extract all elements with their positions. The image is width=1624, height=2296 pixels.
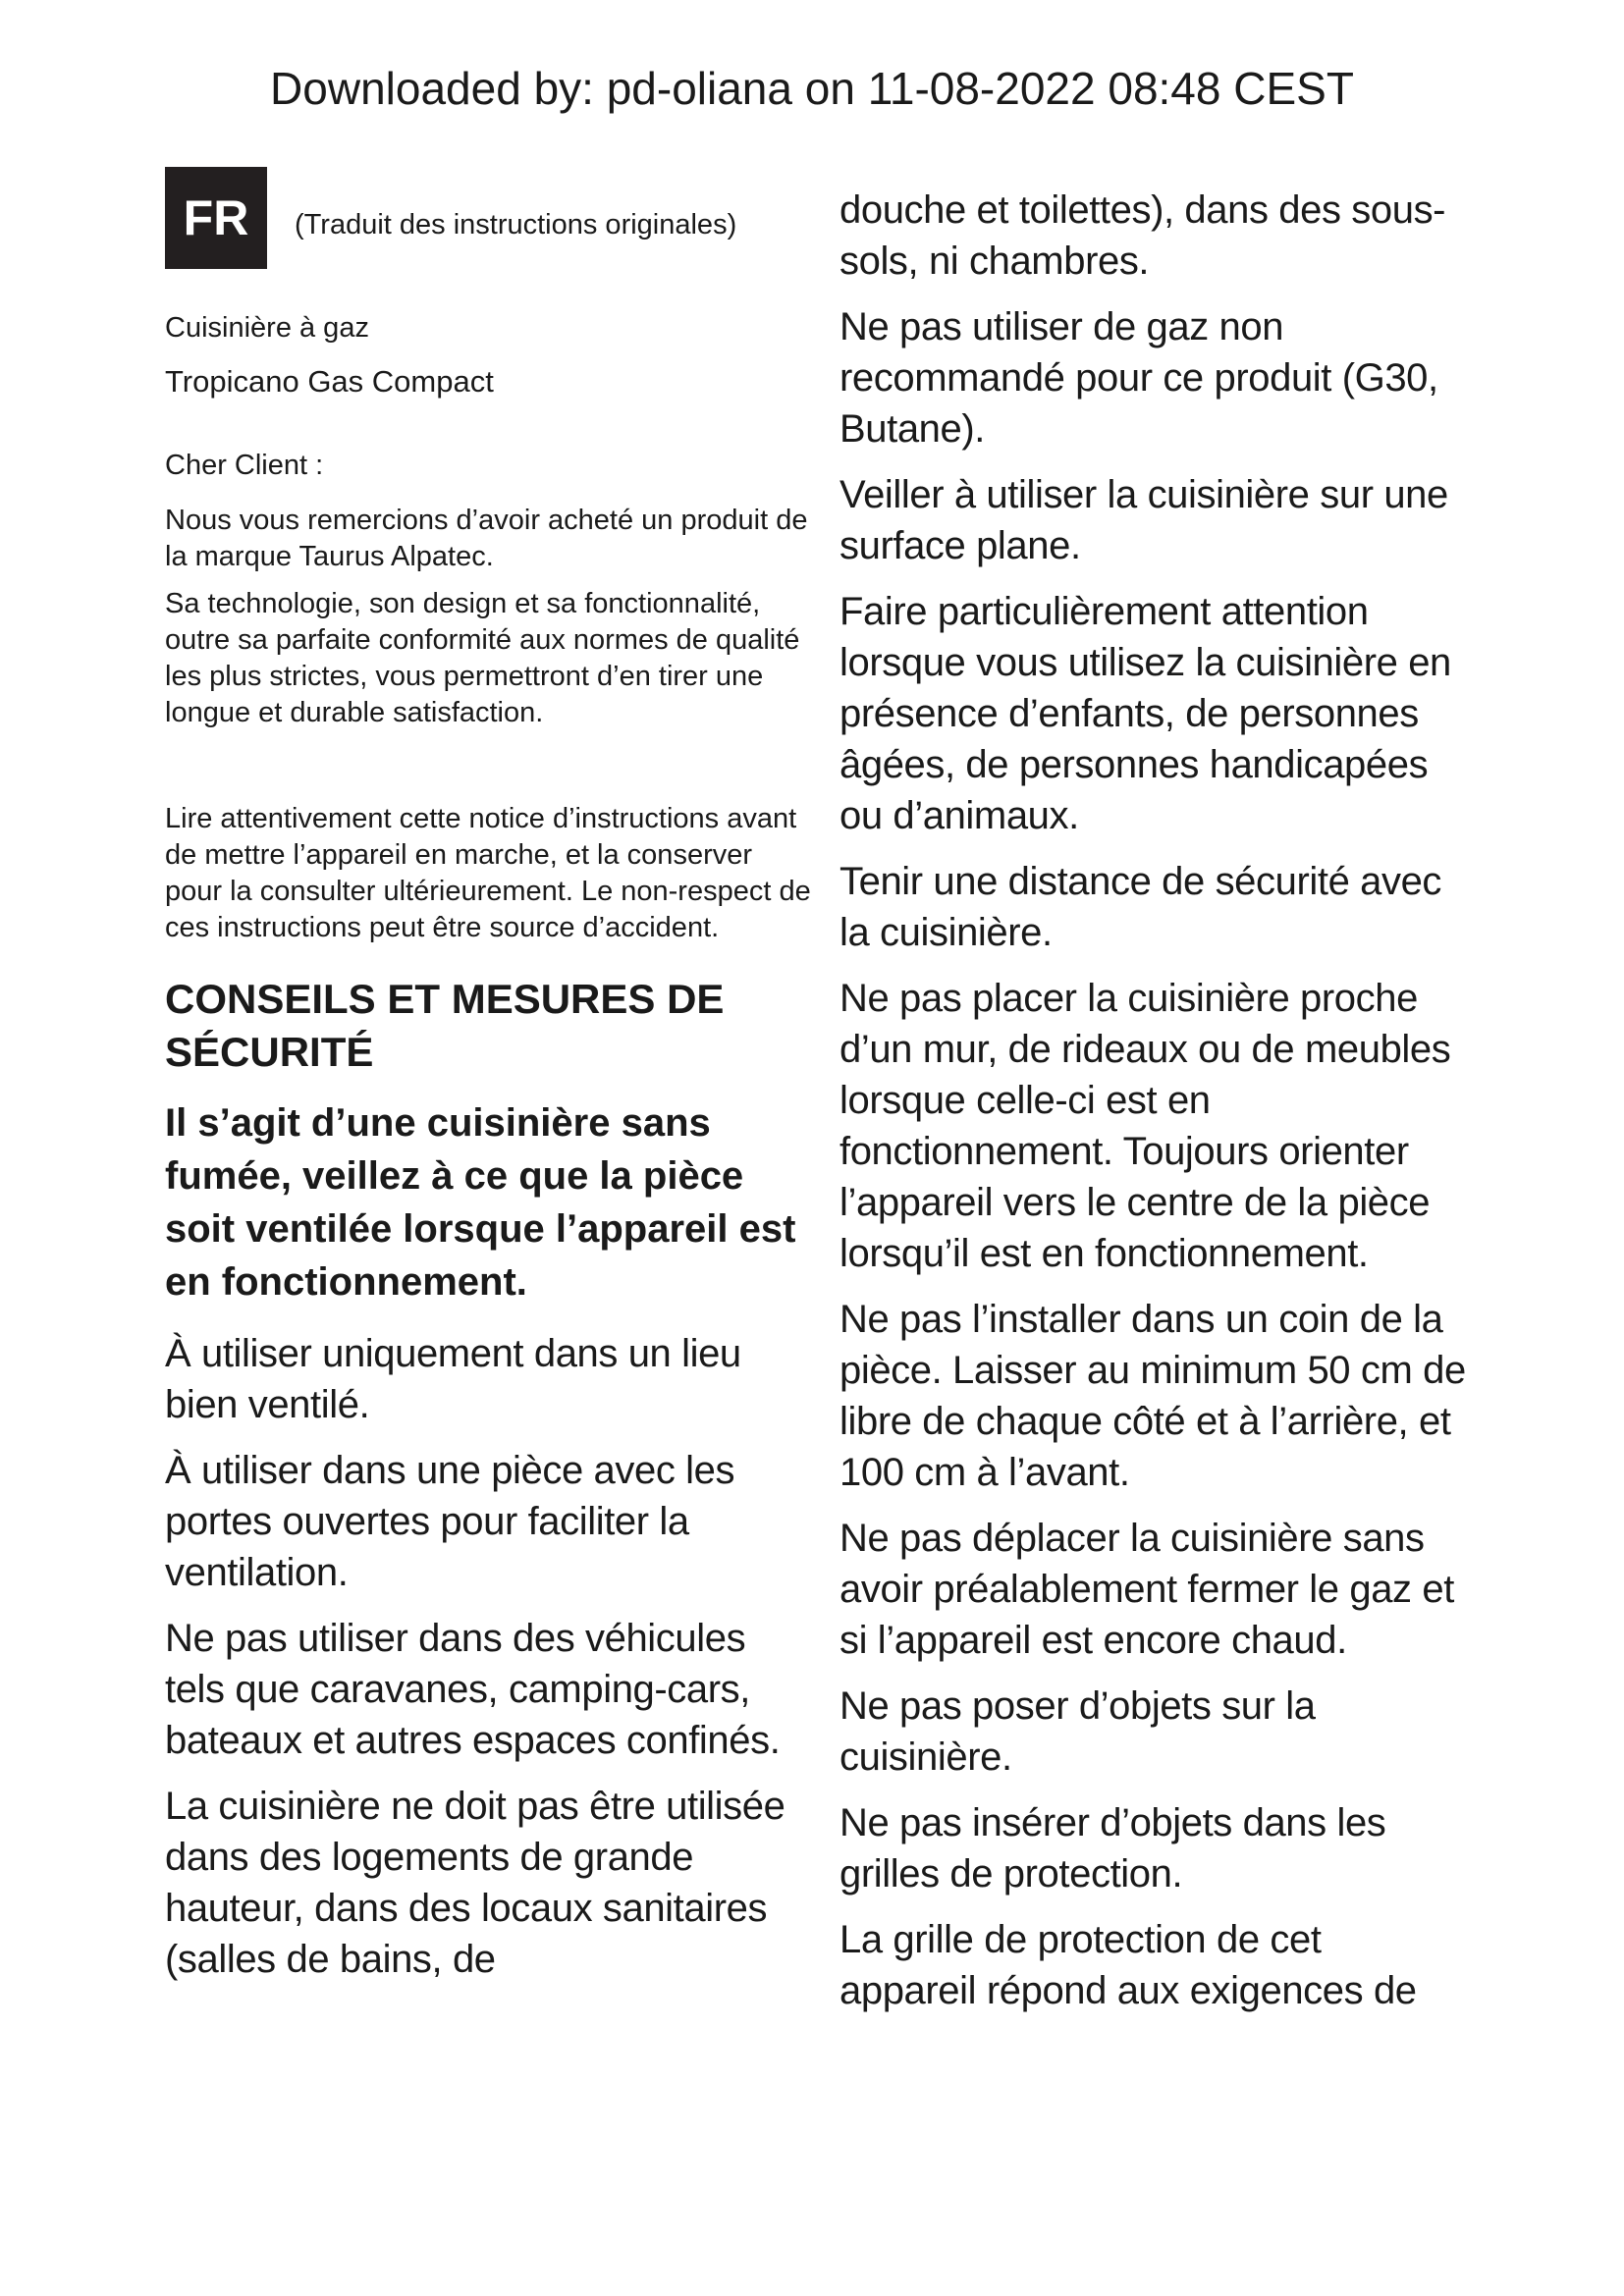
instructions-notice: Lire attentivement cette notice d’instructions avant de mettre l’appareil en marche, et la conserver pour la consulter ultérieurement. Le non-respect de ces instructions peut être source d’accident. — [165, 803, 811, 943]
safety-paragraph: Ne pas placer la cuisinière proche d’un mur, de rideaux ou de meubles lorsque celle-ci est en fonctionnement. Toujours orienter l’appareil vers le centre de la pièce lorsqu’il est en fonctionnement. — [839, 977, 1451, 1275]
safety-paragraph: Ne pas déplacer la cuisinière sans avoir préalablement fermer le gaz et si l’appareil est encore chaud. — [839, 1517, 1454, 1662]
safety-paragraph: À utiliser uniquement dans un lieu bien ventilé. — [165, 1332, 741, 1426]
safety-paragraph: À utiliser dans une pièce avec les portes ouvertes pour faciliter la ventilation. — [165, 1449, 735, 1594]
product-name: Tropicano Gas Compact — [165, 364, 494, 399]
safety-paragraph: La grille de protection de cet appareil répond aux exigences de — [839, 1918, 1417, 2012]
safety-paragraph: Ne pas insérer d’objets dans les grilles de protection. — [839, 1801, 1386, 1896]
safety-paragraph: Ne pas l’installer dans un coin de la pièce. Laisser au minimum 50 cm de libre de chaque côté et à l’arrière, et 100 cm à l’avant. — [839, 1298, 1466, 1494]
right-column — [839, 185, 1468, 2031]
language-badge: FR — [165, 167, 267, 269]
safety-heading: CONSEILS ET MESURES DE SÉCURITÉ — [165, 976, 725, 1075]
safety-paragraph: Ne pas utiliser de gaz non recommandé pour ce produit (G30, Butane). — [839, 305, 1438, 451]
intro-technology: Sa technologie, son design et sa fonctionnalité, outre sa parfaite conformité aux normes de qualité les plus strictes, vous permettront d’en tirer une longue et durable satisfaction. — [165, 588, 800, 728]
safety-paragraph: Faire particulièrement attention lorsque vous utilisez la cuisinière en présence d’enfants, de personnes âgées, de personnes handicapées ou d’animaux. — [839, 590, 1451, 837]
safety-paragraph: La cuisinière ne doit pas être utilisée dans des logements de grande hauteur, dans des locaux sanitaires (salles de bains, de — [165, 1785, 785, 1981]
translated-note: (Traduit des instructions originales) — [295, 208, 737, 240]
safety-paragraph: Tenir une distance de sécurité avec la cuisinière. — [839, 860, 1442, 954]
left-column — [165, 167, 813, 2000]
safety-paragraph: Ne pas poser d’objets sur la cuisinière. — [839, 1684, 1316, 1779]
product-type: Cuisinière à gaz — [165, 312, 369, 344]
intro-thanks: Nous vous remercions d’avoir acheté un produit de la marque Taurus Alpatec. — [165, 505, 808, 572]
download-banner: Downloaded by: pd-oliana on 11-08-2022 08:48 CEST — [270, 63, 1354, 114]
safety-paragraph: douche et toilettes), dans des sous-sols, ni chambres. — [839, 188, 1446, 283]
language-row — [165, 167, 813, 269]
greeting: Cher Client : — [165, 450, 324, 481]
safety-paragraph: Veiller à utiliser la cuisinière sur une surface plane. — [839, 473, 1448, 567]
safety-paragraph: Ne pas utiliser dans des véhicules tels que caravanes, camping-cars, bateaux et autres espaces confinés. — [165, 1617, 781, 1762]
smoke-warning: Il s’agit d’une cuisinière sans fumée, veillez à ce que la pièce soit ventilée lorsque l’appareil est en fonctionnement. — [165, 1101, 796, 1304]
